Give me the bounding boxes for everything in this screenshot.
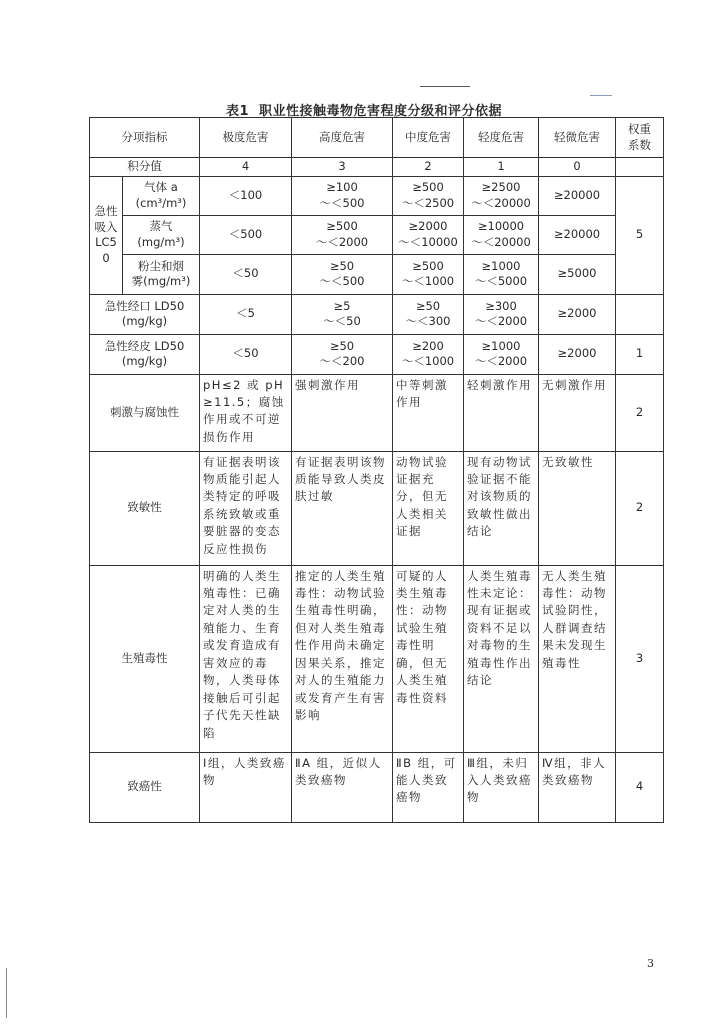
criteria-cell: 有证据表明该物质能导致人类皮肤过敏 (292, 451, 393, 565)
criteria-cell: Ⅲ组，未归入人类致癌物 (464, 752, 539, 822)
sensitization-row (90, 451, 664, 565)
dermal-label: 急性经皮 LD50 (mg/kg) (90, 334, 200, 374)
criteria-cell: Ⅰ组，人类致癌物 (200, 752, 292, 822)
criteria-cell: 动物试验证据充分，但无人类相关证据 (393, 451, 464, 565)
value-cell: ＜100 (200, 176, 292, 215)
header-moderate: 中度危害 (393, 118, 464, 158)
criteria-cell: 可疑的人类生殖毒性：动物试验生殖毒性明确，但无人类生殖毒性资料 (393, 565, 464, 752)
score-cell (616, 158, 664, 177)
criteria-cell: ⅡB 组，可能人类致癌物 (393, 752, 464, 822)
reproductive-row (90, 565, 664, 752)
header-extreme: 极度危害 (200, 118, 292, 158)
criteria-cell: 无刺激作用 (539, 374, 616, 451)
value-cell: ＜50 (200, 334, 292, 374)
weight-cell: 2 (616, 451, 664, 565)
criteria-cell: 无致敏性 (539, 451, 616, 565)
inhalation-group-label: 急性 吸入 LC50 (90, 176, 123, 294)
value-cell: ≥50 ～＜300 (393, 294, 464, 334)
criteria-cell: 有证据表明该物质能引起人类特定的呼吸系统致敏或重要脏器的变态反应性损伤 (200, 451, 292, 565)
scan-artifact (590, 95, 612, 96)
score-cell: 1 (464, 158, 539, 177)
criteria-cell: 推定的人类生殖毒性：动物试验生殖毒性明确，但对人类生殖毒性作用尚未确定因果关系，推定对人的生殖能力或发育产生有害影响 (292, 565, 393, 752)
value-cell: ≥2000 ～＜10000 (393, 215, 464, 254)
weight-cell (616, 294, 664, 334)
irritation-row (90, 374, 664, 451)
score-label: 积分值 (90, 158, 200, 177)
weight-cell: 1 (616, 334, 664, 374)
caption-title: 职业性接触毒物危害程度分级和评分依据 (259, 104, 503, 119)
criteria-cell: 中等刺激作用 (393, 374, 464, 451)
criteria-cell: pH≤2 或 pH≥11.5；腐蚀作用或不可逆损伤作用 (200, 374, 292, 451)
criteria-cell: 无人类生殖毒性：动物试验阴性，人群调查结果未发现生殖毒性 (539, 565, 616, 752)
value-cell: ＜500 (200, 215, 292, 254)
scan-artifact (420, 86, 470, 87)
value-cell: ≥20000 (539, 176, 616, 215)
criteria-cell: 现有动物试验证据不能对该物质的致敏性做出结论 (464, 451, 539, 565)
hazard-classification-table (89, 117, 664, 823)
score-cell: 4 (200, 158, 292, 177)
criteria-cell: 轻刺激作用 (464, 374, 539, 451)
value-cell: ≥10000 ～＜20000 (464, 215, 539, 254)
weight-cell: 5 (616, 176, 664, 294)
header-weight: 权重 系数 (616, 118, 664, 158)
sensitization-label: 致敏性 (90, 451, 200, 565)
value-cell: ≥50 ～＜500 (292, 254, 393, 294)
caption-label: 表1 (225, 104, 250, 119)
value-cell: ≥1000 ～＜2000 (464, 334, 539, 374)
value-cell: ≥2000 (539, 294, 616, 334)
inhalation-gas-row (90, 176, 664, 215)
oral-label: 急性经口 LD50 (mg/kg) (90, 294, 200, 334)
weight-cell: 4 (616, 752, 664, 822)
value-cell: ＜50 (200, 254, 292, 294)
score-cell: 3 (292, 158, 393, 177)
value-cell: ≥2500 ～＜20000 (464, 176, 539, 215)
header-light: 轻度危害 (464, 118, 539, 158)
score-cell: 0 (539, 158, 616, 177)
value-cell: ≥50 ～＜200 (292, 334, 393, 374)
value-cell: ≥2000 (539, 334, 616, 374)
value-cell: ≥500 ～＜2500 (393, 176, 464, 215)
value-cell: ≥5 ～＜50 (292, 294, 393, 334)
weight-cell: 3 (616, 565, 664, 752)
score-row (90, 158, 664, 177)
page-number: 3 (647, 957, 654, 970)
criteria-cell: 强刺激作用 (292, 374, 393, 451)
criteria-cell: 人类生殖毒性未定论：现有证据或资料不足以对毒物的生殖毒性作出结论 (464, 565, 539, 752)
criteria-cell: ⅡA 组，近似人类致癌物 (292, 752, 393, 822)
score-cell: 2 (393, 158, 464, 177)
header-indicator: 分项指标 (90, 118, 200, 158)
criteria-cell: 明确的人类生殖毒性：已确定对人类的生殖能力、生育或发育造成有害效应的毒物，人类母体接触后可引起子代先天性缺陷 (200, 565, 292, 752)
value-cell: ≥100 ～＜500 (292, 176, 393, 215)
value-cell: ≥5000 (539, 254, 616, 294)
weight-cell: 2 (616, 374, 664, 451)
carcinogenicity-row (90, 752, 664, 822)
inhalation-vapor-row (90, 215, 664, 254)
oral-row (90, 294, 664, 334)
value-cell: ＜5 (200, 294, 292, 334)
inhalation-sub-label: 气体 a (cm³/m³) (123, 176, 200, 215)
reproductive-label: 生殖毒性 (90, 565, 200, 752)
irritation-label: 刺激与腐蚀性 (90, 374, 200, 451)
header-row (90, 118, 664, 158)
header-slight: 轻微危害 (539, 118, 616, 158)
carcinogenicity-label: 致癌性 (90, 752, 200, 822)
header-high: 高度危害 (292, 118, 393, 158)
value-cell: ≥1000 ～＜5000 (464, 254, 539, 294)
scan-edge-artifact (6, 968, 7, 1018)
value-cell: ≥200 ～＜1000 (393, 334, 464, 374)
inhalation-sub-label: 蒸气 (mg/m³) (123, 215, 200, 254)
inhalation-dust-row (90, 254, 664, 294)
inhalation-sub-label: 粉尘和烟 雾(mg/m³) (123, 254, 200, 294)
criteria-cell: Ⅳ组，非人类致癌物 (539, 752, 616, 822)
dermal-row (90, 334, 664, 374)
value-cell: ≥500 ～＜2000 (292, 215, 393, 254)
value-cell: ≥300 ～＜2000 (464, 294, 539, 334)
value-cell: ≥20000 (539, 215, 616, 254)
value-cell: ≥500 ～＜1000 (393, 254, 464, 294)
